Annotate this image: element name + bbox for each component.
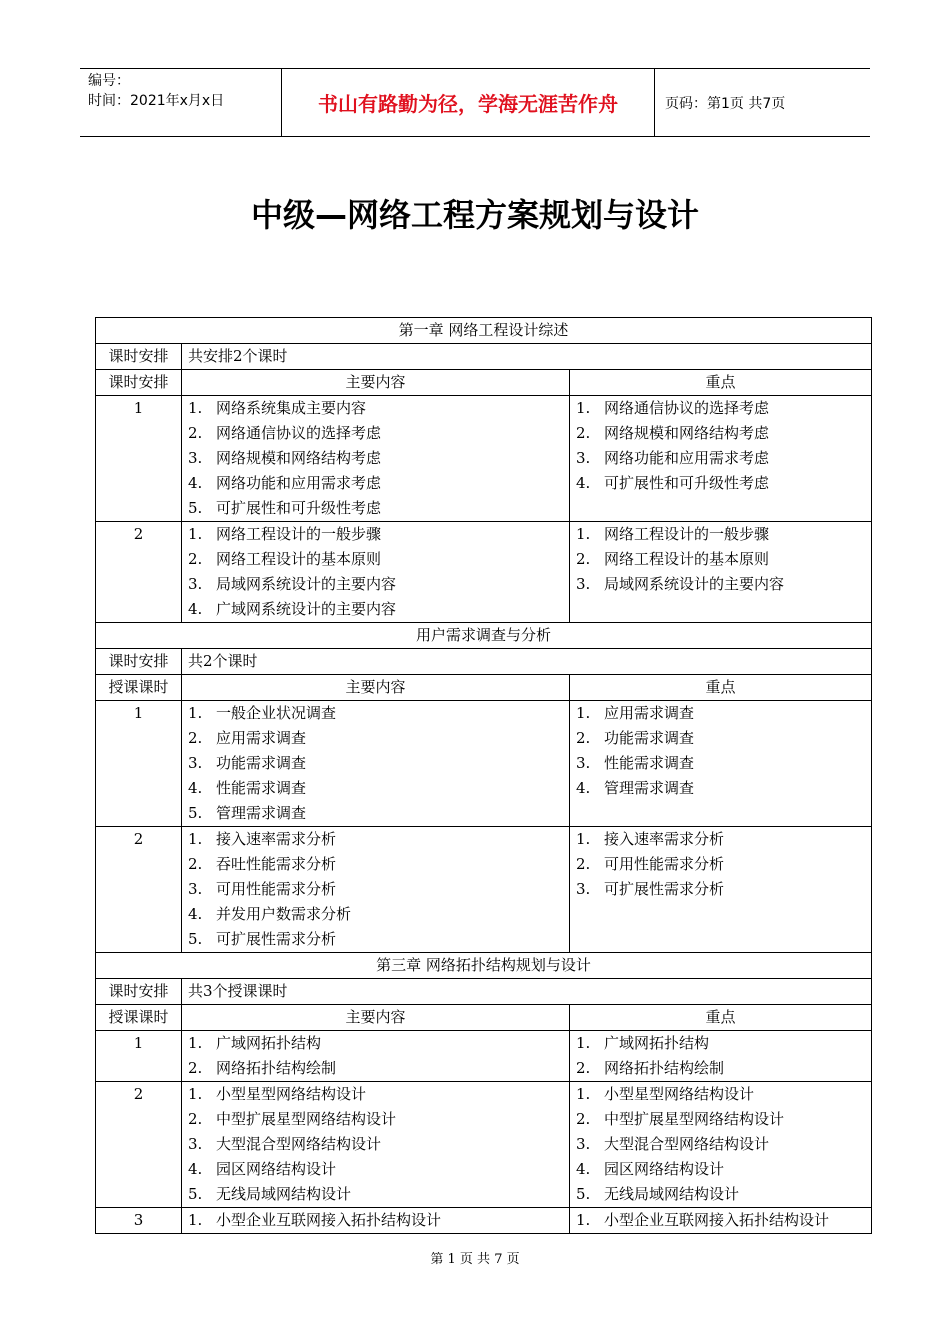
schedule-label: 课时安排	[96, 979, 182, 1005]
page-header	[80, 68, 870, 137]
main-content-cell	[182, 396, 570, 522]
list-item-text: 应用需求调查	[216, 729, 307, 747]
list-item-number: 5.	[188, 930, 203, 948]
list-item	[188, 547, 563, 572]
list-item	[576, 701, 865, 726]
list-item-text: 局域网系统设计的主要内容	[216, 575, 397, 593]
list-item-number: 1.	[576, 1034, 591, 1052]
lesson-number: 2	[96, 1082, 182, 1208]
table-row	[96, 1031, 872, 1082]
list-item-number: 4.	[188, 905, 203, 923]
list-item	[188, 701, 563, 726]
list-item	[576, 421, 865, 446]
list-item-number: 2.	[576, 729, 591, 747]
list-item	[188, 1107, 563, 1132]
list-item	[188, 827, 563, 852]
list-item-number: 5.	[576, 1185, 591, 1203]
list-item	[576, 1157, 865, 1182]
col-label-header: 课时安排	[96, 370, 182, 396]
list-item-text: 网络工程设计的基本原则	[216, 550, 382, 568]
list-item-number: 3.	[576, 1135, 591, 1153]
list-item	[188, 927, 563, 952]
list-item-number: 3.	[188, 575, 203, 593]
section-heading-row	[96, 318, 872, 344]
list-item	[576, 572, 865, 597]
list-item-number: 4.	[576, 474, 591, 492]
list-item-text: 园区网络结构设计	[604, 1160, 725, 1178]
list-item-number: 4.	[188, 779, 203, 797]
list-item-text: 接入速率需求分析	[216, 830, 337, 848]
list-item-number: 3.	[188, 880, 203, 898]
list-item	[188, 877, 563, 902]
list-item-number: 3.	[188, 754, 203, 772]
column-header-row	[96, 675, 872, 701]
list-item-number: 1.	[188, 830, 203, 848]
list-item	[188, 496, 563, 521]
list-item	[576, 522, 865, 547]
list-item-number: 4.	[188, 600, 203, 618]
header-date: 时间：2021年x月x日	[88, 93, 225, 109]
key-points-cell	[570, 1031, 872, 1082]
list-item-text: 小型星型网络结构设计	[216, 1085, 367, 1103]
list-item-text: 接入速率需求分析	[604, 830, 725, 848]
schedule-row	[96, 649, 872, 675]
list-item	[576, 1107, 865, 1132]
list-item-text: 可用性能需求分析	[216, 880, 337, 898]
schedule-value: 共安排2个课时	[182, 344, 872, 370]
list-item	[188, 852, 563, 877]
table-row	[96, 1208, 872, 1234]
schedule-label: 课时安排	[96, 344, 182, 370]
col-main-header: 主要内容	[182, 1005, 570, 1031]
list-item	[188, 421, 563, 446]
list-item-number: 5.	[188, 1185, 203, 1203]
list-item-text: 大型混合型网络结构设计	[604, 1135, 770, 1153]
list-item	[576, 547, 865, 572]
list-item-text: 功能需求调查	[216, 754, 307, 772]
list-item-number: 2.	[188, 855, 203, 873]
header-slogan: 书山有路勤为径，学海无涯苦作舟	[282, 69, 655, 136]
list-item-number: 5.	[188, 804, 203, 822]
col-key-header: 重点	[570, 1005, 872, 1031]
table-row	[96, 396, 872, 522]
list-item-text: 网络规模和网络结构考虑	[216, 449, 382, 467]
list-item	[188, 446, 563, 471]
list-item	[576, 1082, 865, 1107]
col-main-header: 主要内容	[182, 370, 570, 396]
table-row	[96, 701, 872, 827]
list-item-text: 网络工程设计的基本原则	[604, 550, 770, 568]
list-item-text: 网络通信协议的选择考虑	[604, 399, 770, 417]
list-item	[576, 1031, 865, 1056]
list-item-text: 广域网系统设计的主要内容	[216, 600, 397, 618]
lesson-number: 1	[96, 1031, 182, 1082]
list-item-number: 4.	[576, 1160, 591, 1178]
list-item	[188, 1157, 563, 1182]
list-item-number: 1.	[188, 1085, 203, 1103]
lesson-number: 1	[96, 701, 182, 827]
list-item-number: 1.	[576, 704, 591, 722]
table-row	[96, 827, 872, 953]
list-item-number: 3.	[576, 449, 591, 467]
key-points-cell	[570, 396, 872, 522]
main-content-cell	[182, 1031, 570, 1082]
list-item-text: 网络工程设计的一般步骤	[216, 525, 382, 543]
list-item-text: 可扩展性和可升级性考虑	[216, 499, 382, 517]
list-item	[188, 801, 563, 826]
list-item-text: 性能需求调查	[216, 779, 307, 797]
col-label-header: 授课课时	[96, 1005, 182, 1031]
list-item-number: 1.	[188, 1211, 203, 1229]
list-item	[576, 1208, 865, 1233]
list-item	[576, 471, 865, 496]
list-item	[188, 1182, 563, 1207]
list-item-text: 无线局域网结构设计	[604, 1185, 740, 1203]
list-item-text: 网络拓扑结构绘制	[216, 1059, 337, 1077]
list-item-number: 2.	[576, 1110, 591, 1128]
list-item-number: 1.	[576, 830, 591, 848]
list-item-text: 一般企业状况调查	[216, 704, 337, 722]
list-item-number: 4.	[188, 1160, 203, 1178]
list-item-number: 2.	[188, 550, 203, 568]
list-item	[576, 396, 865, 421]
list-item	[576, 751, 865, 776]
lesson-number: 2	[96, 522, 182, 623]
key-points-cell	[570, 827, 872, 953]
table-row	[96, 1082, 872, 1208]
list-item	[576, 827, 865, 852]
schedule-label: 课时安排	[96, 649, 182, 675]
list-item-text: 吞吐性能需求分析	[216, 855, 337, 873]
section-heading: 用户需求调查与分析	[96, 623, 872, 649]
list-item-number: 2.	[576, 855, 591, 873]
header-meta	[80, 69, 282, 136]
main-content-cell	[182, 701, 570, 827]
list-item-text: 网络功能和应用需求考虑	[604, 449, 770, 467]
section-heading: 第三章 网络拓扑结构规划与设计	[96, 953, 872, 979]
list-item	[576, 726, 865, 751]
list-item-text: 小型企业互联网接入拓扑结构设计	[216, 1211, 442, 1229]
list-item	[576, 1182, 865, 1207]
main-content-cell	[182, 1082, 570, 1208]
list-item-text: 网络功能和应用需求考虑	[216, 474, 382, 492]
list-item-text: 中型扩展星型网络结构设计	[604, 1110, 785, 1128]
list-item-text: 网络规模和网络结构考虑	[604, 424, 770, 442]
list-item-number: 2.	[188, 424, 203, 442]
list-item-number: 1.	[188, 399, 203, 417]
list-item-number: 3.	[188, 449, 203, 467]
list-item-text: 小型企业互联网接入拓扑结构设计	[604, 1211, 830, 1229]
list-item-text: 小型星型网络结构设计	[604, 1085, 755, 1103]
header-number: 编号：	[88, 73, 130, 89]
section-heading-row	[96, 953, 872, 979]
list-item	[188, 902, 563, 927]
list-item-text: 广域网拓扑结构	[604, 1034, 710, 1052]
list-item	[188, 726, 563, 751]
list-item-text: 网络通信协议的选择考虑	[216, 424, 382, 442]
section-heading-row	[96, 623, 872, 649]
section-heading: 第一章 网络工程设计综述	[96, 318, 872, 344]
list-item-text: 中型扩展星型网络结构设计	[216, 1110, 397, 1128]
list-item-text: 功能需求调查	[604, 729, 695, 747]
list-item-number: 1.	[576, 1211, 591, 1229]
list-item-number: 3.	[576, 880, 591, 898]
list-item	[576, 852, 865, 877]
list-item-text: 网络系统集成主要内容	[216, 399, 367, 417]
list-item	[576, 776, 865, 801]
list-item-text: 园区网络结构设计	[216, 1160, 337, 1178]
list-item-number: 1.	[576, 399, 591, 417]
lesson-number: 2	[96, 827, 182, 953]
schedule-row	[96, 344, 872, 370]
list-item	[188, 1132, 563, 1157]
list-item-number: 1.	[188, 704, 203, 722]
list-item-text: 无线局域网结构设计	[216, 1185, 352, 1203]
list-item	[576, 877, 865, 902]
list-item	[576, 446, 865, 471]
list-item	[188, 396, 563, 421]
list-item-number: 5.	[188, 499, 203, 517]
list-item-text: 并发用户数需求分析	[216, 905, 352, 923]
list-item-number: 2.	[576, 424, 591, 442]
list-item	[188, 751, 563, 776]
schedule-row	[96, 979, 872, 1005]
list-item-text: 可用性能需求分析	[604, 855, 725, 873]
list-item-text: 可扩展性和可升级性考虑	[604, 474, 770, 492]
list-item-text: 可扩展性需求分析	[216, 930, 337, 948]
key-points-cell	[570, 701, 872, 827]
col-label-header: 授课课时	[96, 675, 182, 701]
list-item	[188, 471, 563, 496]
list-item	[188, 1082, 563, 1107]
list-item-number: 2.	[188, 1059, 203, 1077]
list-item	[188, 1031, 563, 1056]
list-item-text: 大型混合型网络结构设计	[216, 1135, 382, 1153]
list-item	[576, 1132, 865, 1157]
course-table	[95, 317, 872, 1234]
list-item-number: 4.	[188, 474, 203, 492]
list-item-number: 1.	[188, 525, 203, 543]
list-item-number: 3.	[576, 575, 591, 593]
key-points-cell	[570, 522, 872, 623]
list-item	[188, 1208, 563, 1233]
list-item-number: 2.	[188, 729, 203, 747]
column-header-row	[96, 370, 872, 396]
document-title: 中级—网络工程方案规划与设计	[250, 196, 699, 234]
key-points-cell	[570, 1208, 872, 1234]
schedule-value: 共3个授课课时	[182, 979, 872, 1005]
list-item	[188, 572, 563, 597]
list-item-text: 局域网系统设计的主要内容	[604, 575, 785, 593]
list-item-number: 3.	[188, 1135, 203, 1153]
list-item-number: 1.	[576, 1085, 591, 1103]
list-item-text: 广域网拓扑结构	[216, 1034, 322, 1052]
list-item-text: 可扩展性需求分析	[604, 880, 725, 898]
column-header-row	[96, 1005, 872, 1031]
table-row	[96, 522, 872, 623]
list-item-number: 2.	[576, 550, 591, 568]
list-item-text: 网络工程设计的一般步骤	[604, 525, 770, 543]
main-content-cell	[182, 827, 570, 953]
col-key-header: 重点	[570, 370, 872, 396]
list-item	[188, 597, 563, 622]
list-item	[188, 522, 563, 547]
lesson-number: 3	[96, 1208, 182, 1234]
list-item-text: 网络拓扑结构绘制	[604, 1059, 725, 1077]
list-item-text: 管理需求调查	[216, 804, 307, 822]
header-page-info: 页码：第1页 共7页	[665, 95, 786, 112]
list-item-number: 3.	[576, 754, 591, 772]
list-item-number: 1.	[576, 525, 591, 543]
key-points-cell	[570, 1082, 872, 1208]
list-item	[576, 1056, 865, 1081]
col-key-header: 重点	[570, 675, 872, 701]
list-item-number: 1.	[188, 1034, 203, 1052]
list-item-text: 应用需求调查	[604, 704, 695, 722]
list-item-number: 2.	[576, 1059, 591, 1077]
list-item	[188, 776, 563, 801]
lesson-number: 1	[96, 396, 182, 522]
list-item-number: 4.	[576, 779, 591, 797]
col-main-header: 主要内容	[182, 675, 570, 701]
list-item-text: 管理需求调查	[604, 779, 695, 797]
list-item-text: 性能需求调查	[604, 754, 695, 772]
page-footer: 第 1 页 共 7 页	[430, 1252, 520, 1267]
main-content-cell	[182, 522, 570, 623]
list-item-number: 2.	[188, 1110, 203, 1128]
main-content-cell	[182, 1208, 570, 1234]
list-item	[188, 1056, 563, 1081]
schedule-value: 共2个课时	[182, 649, 872, 675]
